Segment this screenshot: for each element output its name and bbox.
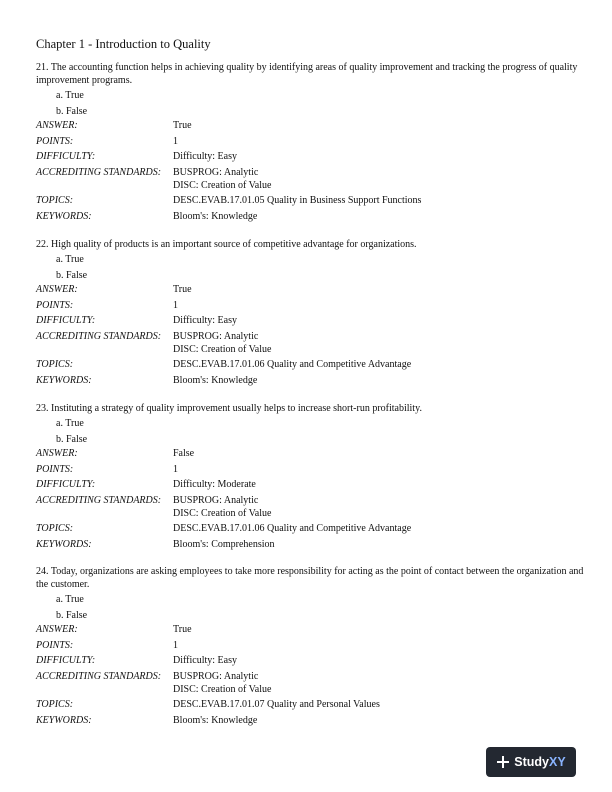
choice-b: b. False (56, 269, 88, 281)
choice-a: a. True (56, 418, 84, 429)
topics-value: DESC.EVAB.17.01.06 Quality and Competitive Advantage (173, 359, 412, 371)
topics-label: TOPICS: (36, 523, 74, 535)
difficulty-label: DIFFICULTY: (36, 151, 96, 163)
points-value: 1 (173, 639, 178, 651)
question-text: 23. Instituting a strategy of quality improvement usually helps to increase short-run profitability. (36, 403, 422, 414)
choice-a: a. True (56, 90, 84, 101)
points-label: POINTS: (36, 463, 74, 475)
difficulty-label: DIFFICULTY: (36, 315, 96, 327)
points-value: 1 (173, 299, 178, 311)
standards-label: ACCREDITING STANDARDS: (36, 495, 162, 507)
points-label: POINTS: (36, 639, 74, 651)
answer-label: ANSWER: (36, 624, 78, 635)
choice-a: a. True (56, 594, 84, 605)
keywords-value: Bloom's: Knowledge (173, 210, 258, 222)
answer-choices (56, 252, 584, 283)
choice-b: b. False (56, 433, 88, 445)
standards-value (173, 167, 584, 192)
standard-item: DISC: Creation of Value (173, 683, 272, 695)
answer-choices (56, 592, 584, 623)
answer-value: False (173, 448, 195, 459)
question-text: 22. High quality of products is an important source of competitive advantage for organizations. (36, 239, 417, 250)
difficulty-value: Difficulty: Easy (173, 655, 237, 667)
choice-b: b. False (56, 105, 88, 117)
brand-name-study: Study (514, 755, 550, 769)
question-block-21 (36, 61, 584, 227)
difficulty-value: Difficulty: Easy (173, 315, 237, 327)
keywords-value: Bloom's: Comprehension (173, 538, 275, 550)
difficulty-label: DIFFICULTY: (36, 655, 96, 667)
points-label: POINTS: (36, 135, 74, 147)
points-value: 1 (173, 463, 178, 475)
answer-value: True (173, 624, 192, 635)
keywords-value: Bloom's: Knowledge (173, 374, 258, 386)
standards-label: ACCREDITING STANDARDS: (36, 331, 162, 343)
standard-item: BUSPROG: Analytic (173, 167, 259, 179)
answer-value: True (173, 120, 192, 131)
topics-label: TOPICS: (36, 359, 74, 371)
question-metadata (36, 120, 584, 223)
choice-a: a. True (56, 254, 84, 265)
standard-item: DISC: Creation of Value (173, 507, 272, 519)
standard-item: DISC: Creation of Value (173, 343, 272, 355)
question-metadata (36, 284, 584, 387)
brand-name-xy: XY (549, 755, 566, 769)
question-block-24 (36, 565, 584, 731)
question-metadata (36, 448, 584, 551)
answer-label: ANSWER: (36, 448, 78, 459)
answer-choices (56, 416, 584, 447)
standards-value (173, 331, 584, 356)
answer-label: ANSWER: (36, 284, 78, 295)
question-metadata (36, 624, 584, 727)
choice-b: b. False (56, 609, 88, 621)
standards-label: ACCREDITING STANDARDS: (36, 671, 162, 683)
standard-item: BUSPROG: Analytic (173, 495, 259, 507)
keywords-value: Bloom's: Knowledge (173, 714, 258, 726)
standards-label: ACCREDITING STANDARDS: (36, 167, 162, 179)
keywords-label: KEYWORDS: (36, 714, 92, 726)
answer-choices (56, 88, 584, 119)
difficulty-value: Difficulty: Easy (173, 151, 237, 163)
standard-item: BUSPROG: Analytic (173, 331, 259, 343)
topics-value: DESC.EVAB.17.01.05 Quality in Business Support Functions (173, 195, 422, 207)
topics-value: DESC.EVAB.17.01.07 Quality and Personal Values (173, 699, 380, 711)
keywords-label: KEYWORDS: (36, 210, 92, 222)
standard-item: DISC: Creation of Value (173, 179, 272, 191)
studyxy-logo[interactable] (486, 747, 576, 777)
topics-label: TOPICS: (36, 195, 74, 207)
chapter-title: Chapter 1 - Introduction to Quality (36, 37, 211, 51)
keywords-label: KEYWORDS: (36, 374, 92, 386)
keywords-label: KEYWORDS: (36, 538, 92, 550)
points-value: 1 (173, 135, 178, 147)
answer-label: ANSWER: (36, 120, 78, 131)
points-label: POINTS: (36, 299, 74, 311)
question-text: 21. The accounting function helps in achieving quality by identifying areas of quality improvement and tracking the progress of quality improvement programs. (36, 62, 578, 86)
topics-label: TOPICS: (36, 699, 74, 711)
answer-value: True (173, 284, 192, 295)
question-block-22 (36, 238, 584, 391)
question-block-23 (36, 402, 584, 555)
question-text: 24. Today, organizations are asking employees to take more responsibility for acting as the point of contact between the organization and the customer. (36, 566, 584, 590)
standards-value (173, 671, 584, 696)
plus-icon (496, 755, 510, 769)
difficulty-label: DIFFICULTY: (36, 479, 96, 491)
difficulty-value: Difficulty: Moderate (173, 479, 256, 491)
standards-value (173, 495, 584, 520)
topics-value: DESC.EVAB.17.01.06 Quality and Competitive Advantage (173, 523, 412, 535)
standard-item: BUSPROG: Analytic (173, 671, 259, 683)
